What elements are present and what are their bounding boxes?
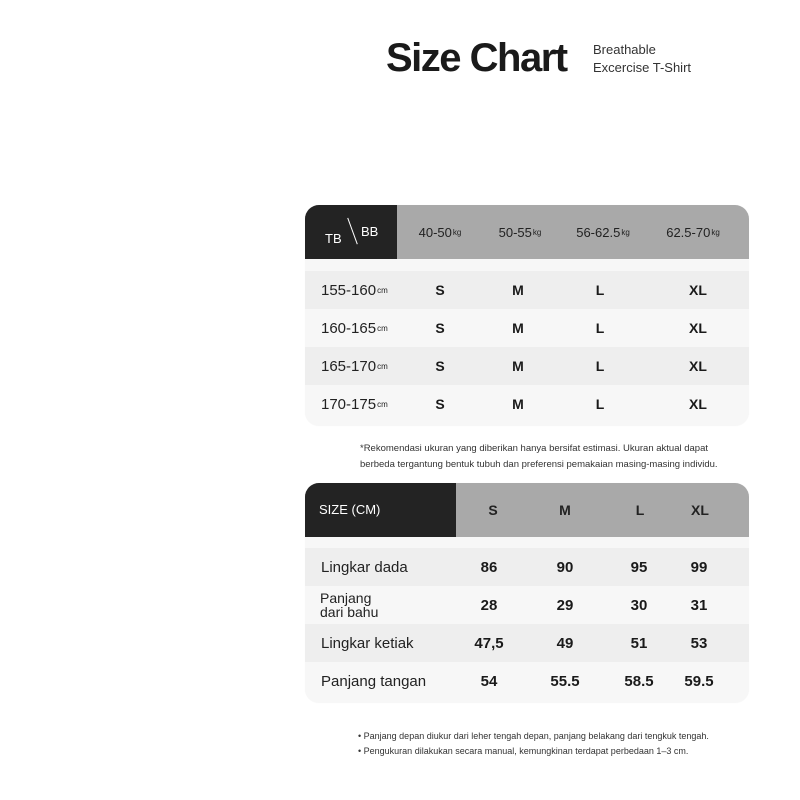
column-header: 50-55 kg [498, 224, 542, 240]
row-label-line: dari bahu [320, 604, 379, 620]
column-header: 62.5-70 kg [666, 224, 720, 240]
measurement-value: 31 [690, 596, 708, 614]
size-value: S [435, 396, 445, 412]
measurement-value: 28 [480, 596, 498, 614]
column-header: S [488, 502, 498, 518]
measurement-value: 51 [630, 634, 648, 652]
size-value: L [595, 358, 605, 374]
size-value: XL [689, 358, 707, 374]
size-value: XL [689, 282, 707, 298]
size-value: L [595, 320, 605, 336]
column-header: 56-62.5 kg [576, 224, 630, 240]
page-title: Size Chart [386, 36, 567, 80]
measurement-value: 54 [480, 672, 498, 690]
measurement-value: 55.5 [550, 672, 580, 690]
measurement-value: 29 [556, 596, 574, 614]
note-line: berbeda tergantung bentuk tubuh dan preferensi pemakaian masing-masing individu. [360, 459, 718, 470]
size-value: XL [689, 396, 707, 412]
column-header: M [559, 502, 571, 518]
measurement-value: 53 [690, 634, 708, 652]
subtitle-line-2: Excercise T-Shirt [593, 60, 692, 75]
product-subtitle [593, 41, 691, 77]
size-value: M [512, 282, 524, 298]
note-line: • Panjang depan diukur dari leher tengah depan, panjang belakang dari tengkuk tengah. [358, 731, 709, 741]
measurement-note [358, 729, 709, 759]
corner-cell [305, 483, 456, 537]
size-recommendation-table [305, 205, 749, 426]
row-label: 160-165 cm [321, 319, 388, 337]
table-row [305, 385, 749, 423]
measurement-value: 95 [630, 558, 648, 576]
size-value: L [595, 396, 605, 412]
note-line: • Pengukuran dilakukan secara manual, kemungkinan terdapat perbedaan 1–3 cm. [358, 746, 689, 756]
table-row [305, 309, 749, 347]
row-label: Lingkar ketiak [321, 634, 414, 652]
measurement-value: 59.5 [684, 672, 714, 690]
measurement-value: 30 [630, 596, 648, 614]
corner-label-size: SIZE (CM) [319, 502, 381, 517]
column-header: XL [691, 502, 709, 518]
size-value: S [435, 320, 445, 336]
row-label: 155-160 cm [321, 281, 388, 299]
size-value: S [435, 358, 445, 374]
measurement-table [305, 483, 749, 703]
table-row [305, 624, 749, 662]
measurement-value: 90 [556, 558, 574, 576]
size-value: M [512, 396, 524, 412]
table-row [305, 586, 749, 624]
size-value: S [435, 282, 445, 298]
measurement-value: 49 [556, 634, 574, 652]
corner-cell [305, 205, 397, 259]
row-label-line: Panjang [320, 590, 372, 606]
measurement-value: 47,5 [474, 634, 504, 652]
column-header: 40-50 kg [418, 224, 462, 240]
corner-label-tb: TB [325, 231, 342, 246]
table-row [305, 548, 749, 586]
column-header: L [635, 502, 645, 518]
row-label: Panjang tangan [321, 672, 427, 690]
size-value: XL [689, 320, 707, 336]
corner-divider [347, 218, 358, 245]
table-row [305, 347, 749, 385]
row-label [320, 586, 378, 624]
size-value: M [512, 320, 524, 336]
row-label: Lingkar dada [321, 558, 408, 576]
corner-label-bb: BB [361, 224, 379, 239]
row-label: 170-175 cm [321, 395, 388, 413]
measurement-value: 58.5 [624, 672, 654, 690]
estimation-note [360, 441, 718, 473]
table-row [305, 271, 749, 309]
size-value: L [595, 282, 605, 298]
measurement-value: 99 [690, 558, 708, 576]
measurement-value: 86 [480, 558, 498, 576]
row-label: 165-170 cm [321, 357, 388, 375]
size-value: M [512, 358, 524, 374]
subtitle-line-1: Breathable [593, 42, 656, 57]
note-line: *Rekomendasi ukuran yang diberikan hanya bersifat estimasi. Ukuran aktual dapat [360, 443, 709, 454]
table-row [305, 662, 749, 700]
